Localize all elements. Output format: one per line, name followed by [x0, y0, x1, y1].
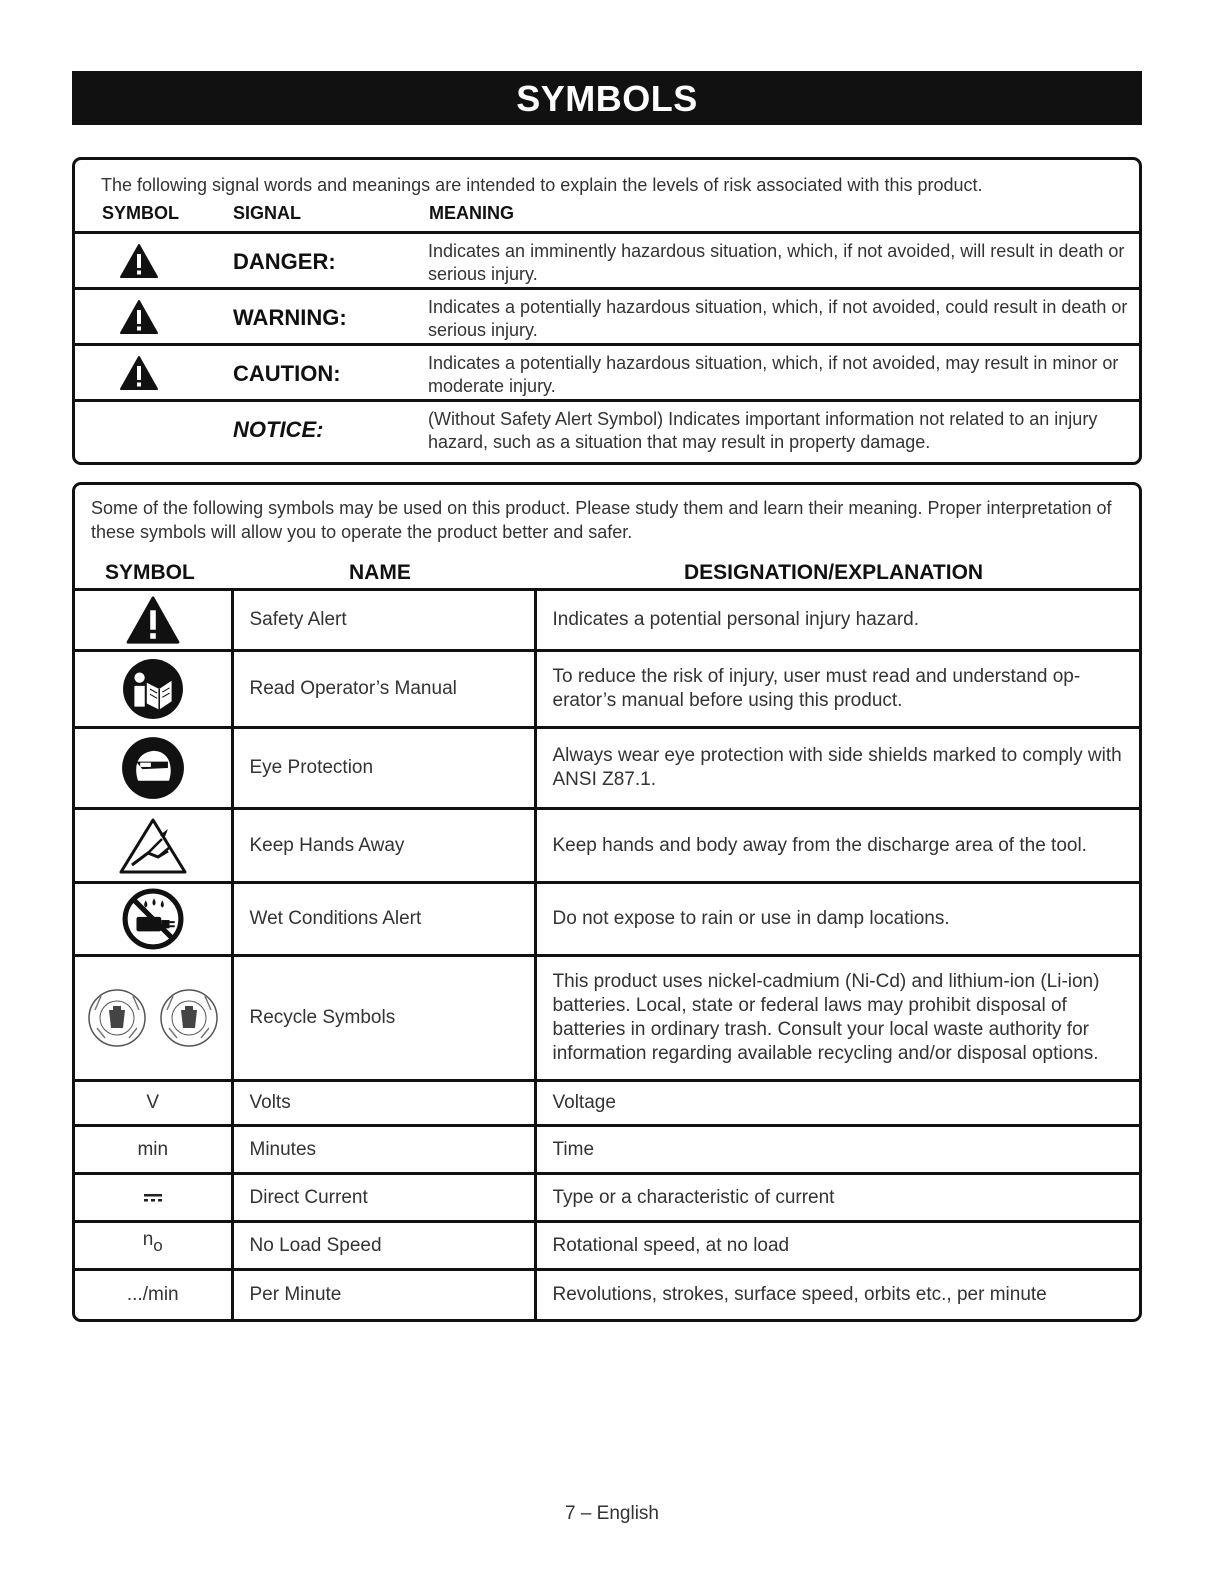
signal-header-meaning: MEANING [429, 203, 514, 223]
read-manual-icon [122, 658, 184, 720]
table-row [75, 651, 1139, 728]
page-footer: 7 – English [564, 1503, 659, 1524]
table-row [75, 809, 1139, 883]
signal-word-warning: WARNING: [233, 305, 347, 330]
symbol-cell [75, 1174, 232, 1222]
symbol-name: Recycle Symbols [232, 956, 535, 1081]
signal-meaning: Indicates a potentially hazardous situation, which, if not avoided, may result in minor or moderate injury. [428, 353, 1119, 396]
signal-row [75, 343, 1139, 399]
symbol-explanation: Voltage [535, 1081, 1139, 1126]
table-row [75, 956, 1139, 1081]
symbol-text-volts: V [75, 1081, 232, 1126]
recycle-symbols [75, 988, 231, 1048]
symbol-explanation: Rotational speed, at no load [535, 1222, 1139, 1270]
signal-table [75, 231, 1139, 455]
signal-row [75, 287, 1139, 343]
symbol-text-per-minute: .../min [75, 1270, 232, 1320]
page-title: SYMBOLS [72, 71, 1142, 125]
table-row [75, 590, 1139, 651]
symbol-name: Read Operator’s Manual [232, 651, 535, 728]
symbol-cell [75, 956, 232, 1081]
table-row [75, 1126, 1139, 1174]
recycle-seal-icon [159, 988, 219, 1048]
symbol-name: No Load Speed [232, 1222, 535, 1270]
symbol-text-minutes: min [75, 1126, 232, 1174]
table-row [75, 728, 1139, 809]
table-row [75, 1081, 1139, 1126]
alert-triangle-icon [119, 355, 159, 391]
symbol-explanation: Time [535, 1126, 1139, 1174]
table-row [75, 1174, 1139, 1222]
symbol-name: Wet Conditions Alert [232, 883, 535, 956]
symbols-header-symbol: SYMBOL [105, 561, 195, 584]
signal-words-box [72, 157, 1142, 465]
symbol-name: Safety Alert [232, 590, 535, 651]
symbol-name: Minutes [232, 1126, 535, 1174]
symbol-cell [75, 590, 232, 651]
signal-word-notice: NOTICE: [233, 417, 324, 442]
symbol-explanation: To reduce the risk of injury, user must read and understand op-erator’s manual before using this product. [535, 651, 1139, 728]
symbol-explanation: Revolutions, strokes, surface speed, orbits etc., per minute [535, 1270, 1139, 1320]
symbols-header-designation: DESIGNATION/EXPLANATION [684, 561, 984, 584]
symbol-explanation: Indicates a potential personal injury hazard. [535, 590, 1139, 651]
eye-protection-icon [121, 736, 185, 800]
safety-alert-icon [125, 595, 181, 645]
keep-hands-away-icon [118, 817, 188, 875]
signal-meaning: Indicates a potentially hazardous situation, which, if not avoided, could result in death or serious injury. [428, 297, 1128, 340]
signal-row [75, 231, 1139, 287]
symbols-intro: Some of the following symbols may be used on this product. Please study them and learn their meaning. Proper interpretation of these symbols will allow you to operate the product better and safer. [91, 498, 1112, 542]
symbols-box [72, 482, 1142, 1322]
signal-intro: The following signal words and meanings are intended to explain the levels of risk associated with this product. [101, 175, 983, 195]
signal-header-symbol: SYMBOL [102, 203, 180, 223]
symbol-cell [75, 883, 232, 956]
signal-word-caution: CAUTION: [233, 361, 341, 386]
table-row [75, 883, 1139, 956]
signal-meaning: Indicates an imminently hazardous situation, which, if not avoided, will result in death or serious injury. [428, 241, 1125, 284]
recycle-seal-icon [87, 988, 147, 1048]
symbols-table [75, 588, 1139, 1320]
alert-triangle-icon [119, 243, 159, 279]
symbol-cell [75, 809, 232, 883]
symbol-n: n [142, 1228, 154, 1250]
wet-conditions-icon [122, 888, 184, 950]
symbol-n-subscript: o [153, 1235, 163, 1255]
symbol-explanation: Always wear eye protection with side shields marked to comply with ANSI Z87.1. [535, 728, 1139, 809]
symbol-name: Per Minute [232, 1270, 535, 1320]
symbol-cell [75, 651, 232, 728]
symbol-name: Volts [232, 1081, 535, 1126]
signal-word-danger: DANGER: [233, 249, 336, 274]
signal-header-signal: SIGNAL [233, 203, 302, 223]
table-row [75, 1222, 1139, 1270]
signal-meaning: (Without Safety Alert Symbol) Indicates important information not related to an injury hazard, such as a situation that may result in property damage. [428, 409, 1098, 452]
symbol-name: Eye Protection [232, 728, 535, 809]
signal-row [75, 399, 1139, 455]
symbol-cell [75, 728, 232, 809]
symbol-name: Keep Hands Away [232, 809, 535, 883]
symbol-explanation: Keep hands and body away from the discharge area of the tool. [535, 809, 1139, 883]
direct-current-icon [143, 1193, 163, 1203]
symbol-text-no-load [75, 1222, 232, 1270]
symbol-name: Direct Current [232, 1174, 535, 1222]
symbol-explanation: This product uses nickel-cadmium (Ni-Cd) and lithium-ion (Li-ion) batteries. Local, state or federal laws may prohibit disposal of batteries in ordinary trash. Consult your local waste authority for information regarding available recycling and/or disposal options. [535, 956, 1139, 1081]
symbol-explanation: Do not expose to rain or use in damp locations. [535, 883, 1139, 956]
symbol-explanation: Type or a characteristic of current [535, 1174, 1139, 1222]
table-row [75, 1270, 1139, 1320]
alert-triangle-icon [119, 299, 159, 335]
symbols-header-name: NAME [349, 561, 411, 584]
